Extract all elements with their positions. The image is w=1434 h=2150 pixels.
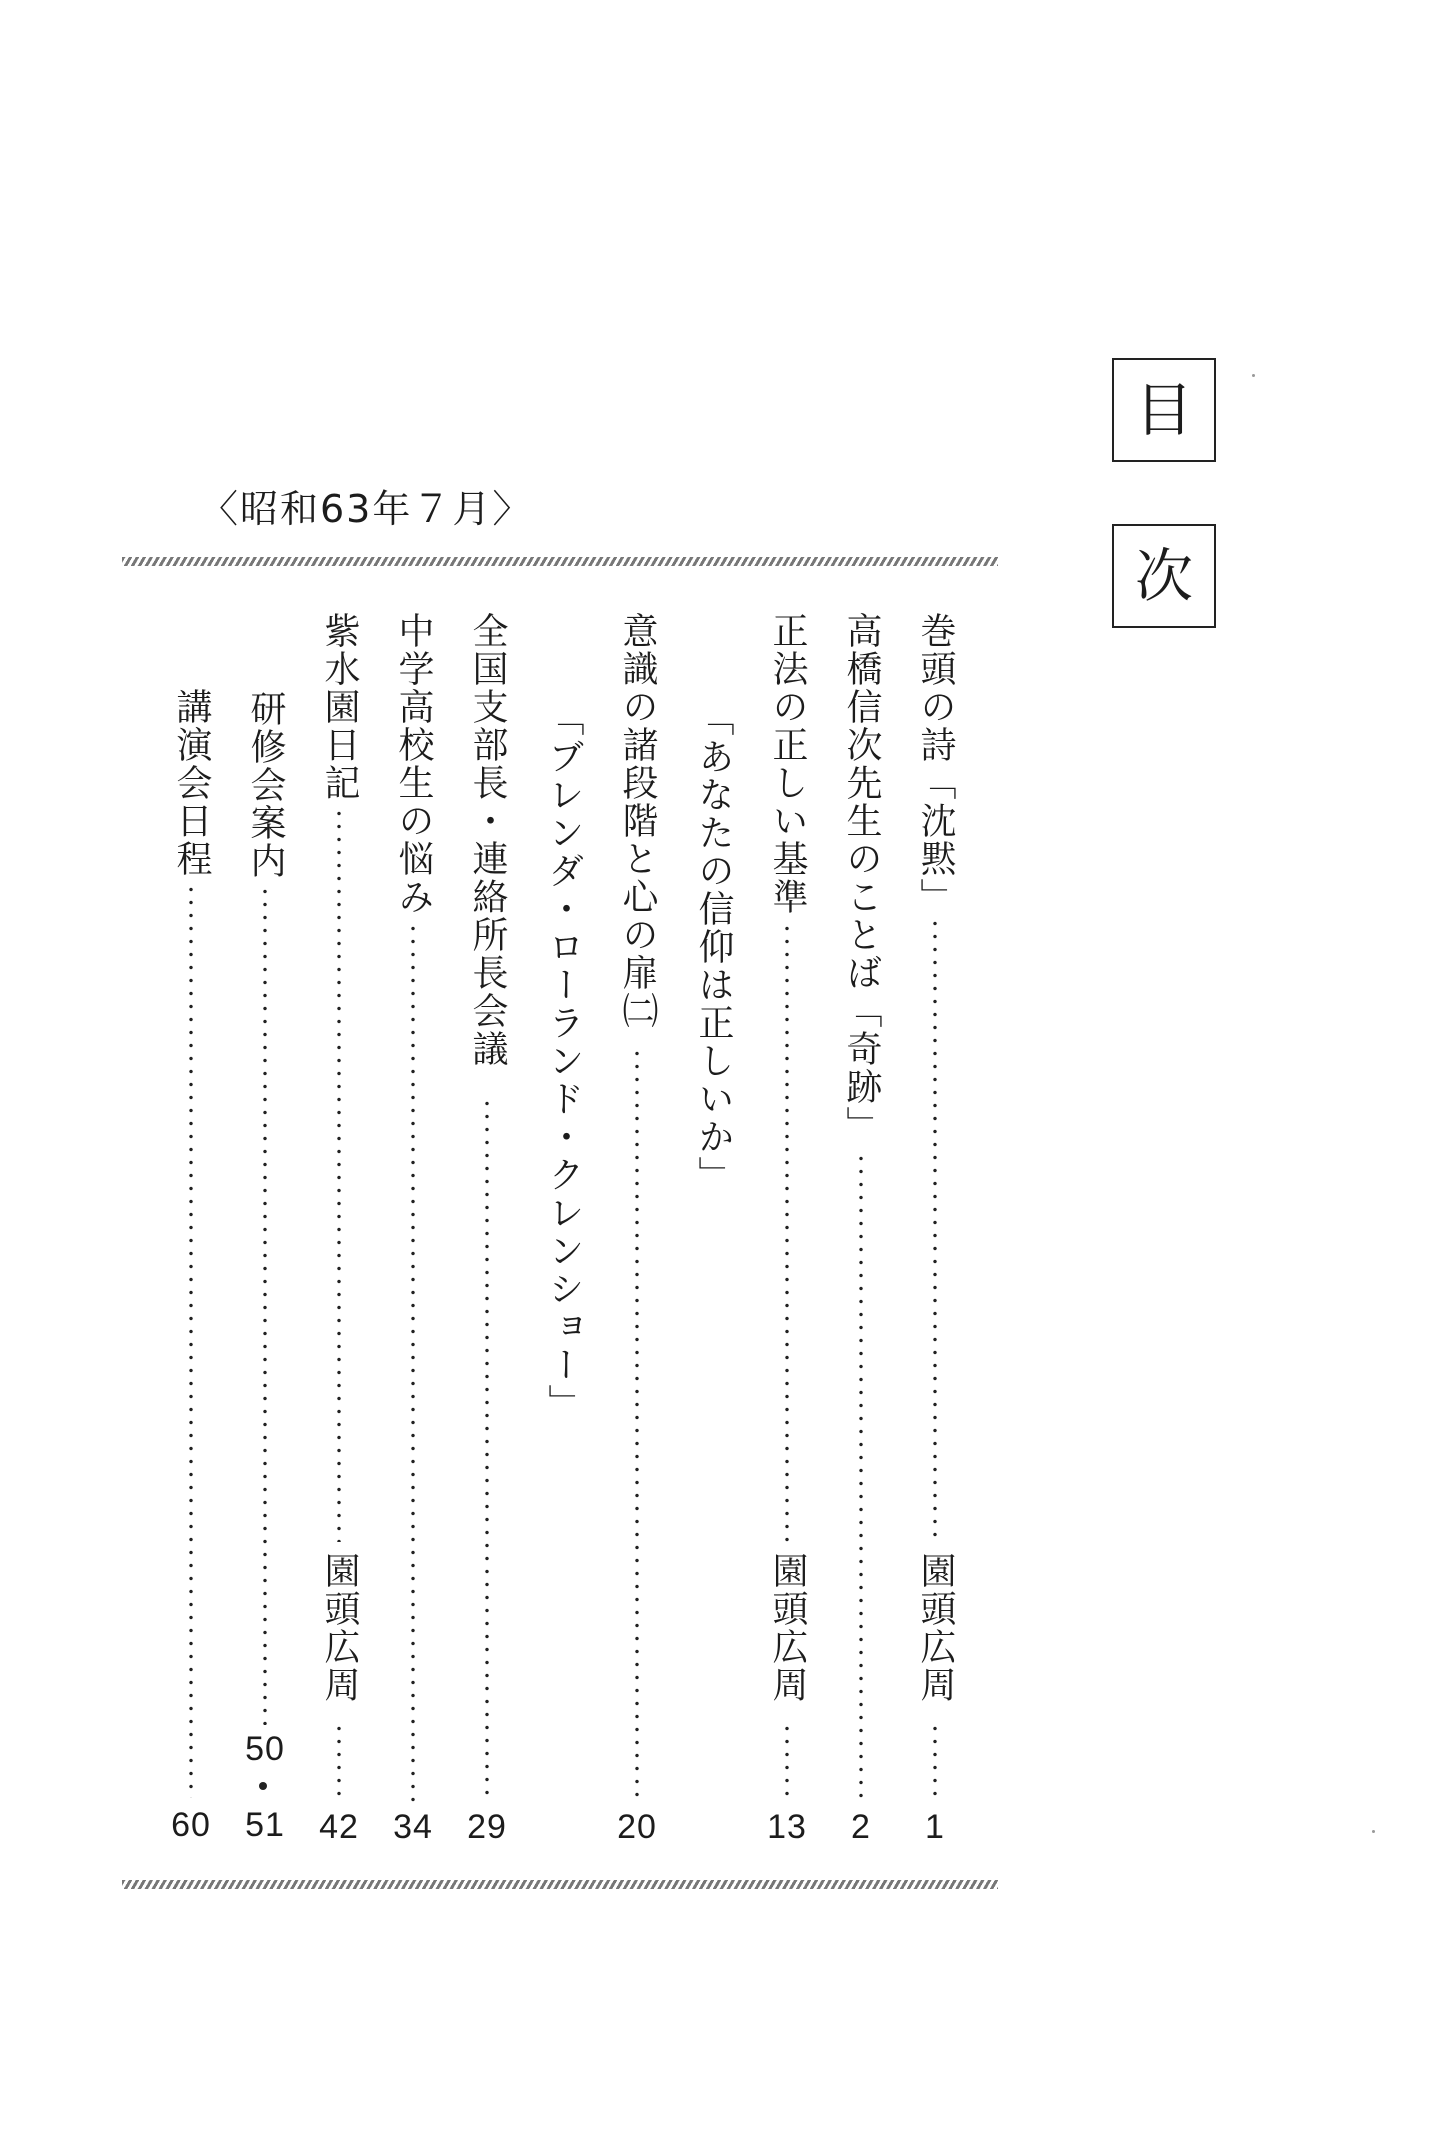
entry-title: 研修会案内 bbox=[245, 690, 286, 880]
entry-title: 正法の正しい基準 bbox=[767, 612, 808, 916]
entry-subtitle: 「あなたの信仰は正しいか」 bbox=[693, 700, 734, 1194]
toc-entry[interactable] bbox=[764, 612, 810, 1846]
toc-entry[interactable] bbox=[242, 690, 288, 1876]
leader-dots bbox=[189, 883, 193, 1798]
entry-page: 34 bbox=[393, 1808, 433, 1846]
toc-heading-char-2: 次 bbox=[1112, 524, 1216, 628]
toc-entry[interactable] bbox=[838, 612, 884, 1846]
issue-date: 〈昭和63年７月〉 bbox=[200, 487, 533, 531]
entry-page: 29 bbox=[467, 1808, 507, 1846]
toc-entry[interactable] bbox=[316, 612, 362, 1846]
entry-title: 全国支部長・連絡所長会議 bbox=[467, 612, 508, 1068]
top-divider bbox=[122, 557, 998, 566]
paper-speck bbox=[1372, 1830, 1375, 1833]
entry-subtitle: 「ブレンダ・ローランド・クレンショー」 bbox=[543, 700, 584, 1422]
toc-entry[interactable] bbox=[912, 612, 958, 1846]
entry-author: 園頭広周 bbox=[319, 1552, 360, 1704]
entry-author: 園頭広周 bbox=[767, 1552, 808, 1704]
leader-dots bbox=[785, 1722, 789, 1802]
toc-heading-char-1: 目 bbox=[1112, 358, 1216, 462]
entry-page: 20 bbox=[617, 1808, 657, 1846]
bottom-divider bbox=[122, 1880, 998, 1889]
leader-dots bbox=[263, 885, 267, 1725]
leader-dots bbox=[635, 1047, 639, 1802]
entry-author: 園頭広周 bbox=[915, 1552, 956, 1704]
leader-dots bbox=[859, 1152, 863, 1802]
leader-dots bbox=[337, 807, 341, 1542]
entry-title: 意識の諸段階と心の扉㈡ bbox=[617, 612, 658, 1030]
entry-title: 講演会日程 bbox=[171, 688, 212, 878]
entry-page: 2 bbox=[851, 1808, 871, 1846]
leader-dots bbox=[337, 1722, 341, 1802]
entry-page-start: 50 bbox=[245, 1730, 285, 1768]
toc-entry[interactable] bbox=[390, 612, 436, 1846]
toc-entry[interactable] bbox=[614, 612, 660, 1846]
leader-dots bbox=[933, 917, 937, 1542]
entry-title: 中学高校生の悩み bbox=[393, 612, 434, 916]
entry-page: 13 bbox=[767, 1808, 807, 1846]
page-range-dot bbox=[259, 1782, 267, 1790]
toc-entry[interactable] bbox=[464, 612, 510, 1846]
leader-dots bbox=[785, 922, 789, 1542]
entry-title: 高橋信次先生のことば「奇跡」 bbox=[841, 612, 882, 1144]
entry-title: 紫水園日記 bbox=[319, 612, 360, 802]
entry-title: 巻頭の詩「沈黙」 bbox=[915, 612, 956, 916]
paper-speck bbox=[1252, 374, 1255, 377]
leader-dots bbox=[411, 922, 415, 1802]
entry-page: 42 bbox=[319, 1808, 359, 1846]
leader-dots bbox=[933, 1722, 937, 1802]
leader-dots bbox=[485, 1097, 489, 1802]
entry-page: 60 bbox=[171, 1806, 211, 1844]
entry-page: 1 bbox=[925, 1808, 945, 1846]
toc-entry[interactable] bbox=[168, 688, 214, 1874]
entry-page: 51 bbox=[245, 1806, 285, 1844]
